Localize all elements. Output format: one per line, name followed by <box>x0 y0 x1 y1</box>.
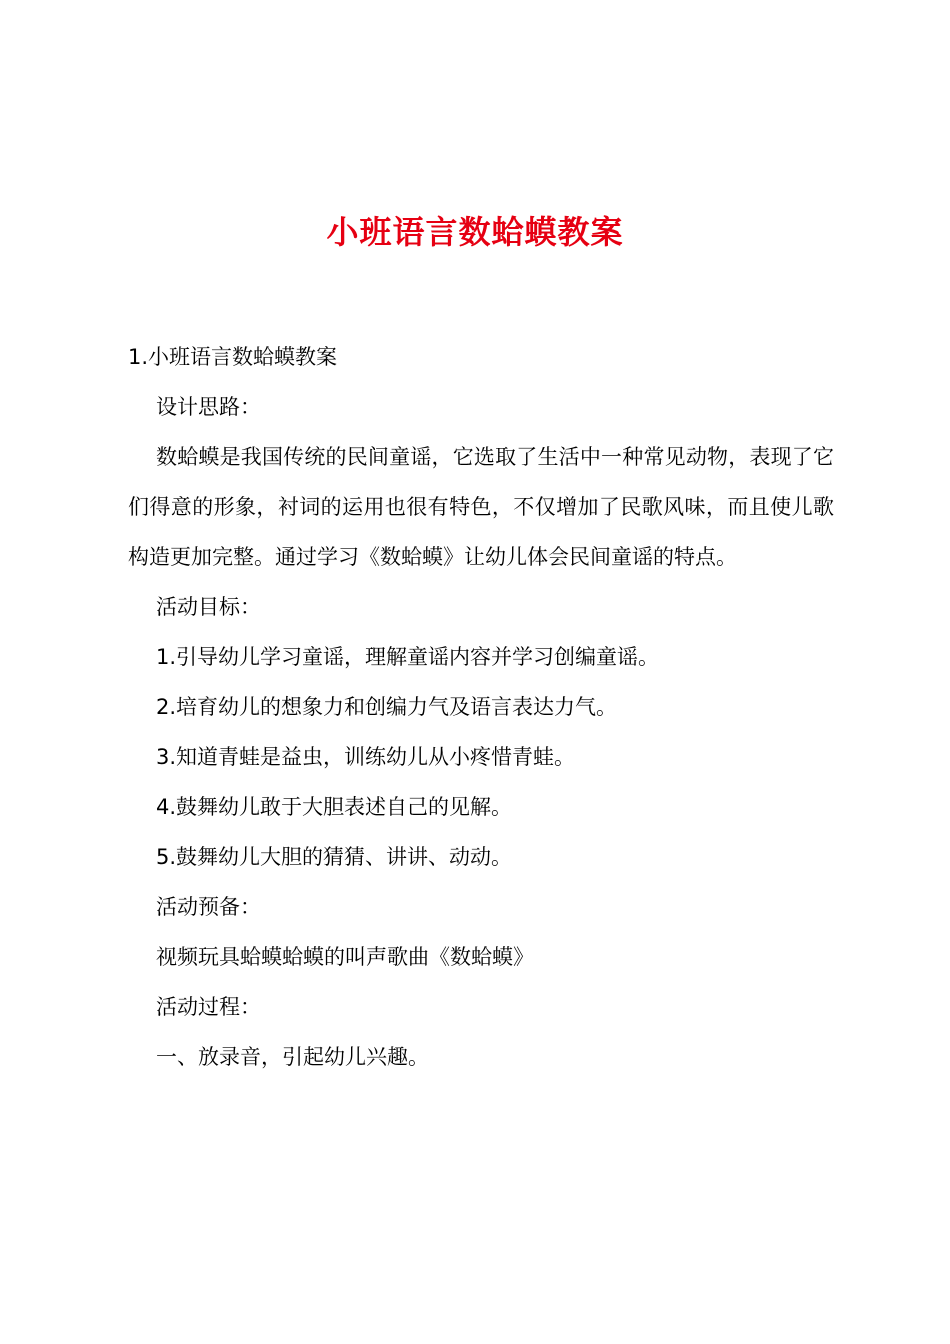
prep-text: 视频玩具蛤蟆蛤蟆的叫声歌曲《数蛤蟆》 <box>156 945 534 969</box>
prep-label: 活动预备： <box>156 895 261 919</box>
goal-item-5: 5.鼓舞幼儿大胆的猜猜、讲讲、动动。 <box>156 845 513 869</box>
section-heading: 1.小班语言数蛤蟆教案 <box>128 345 338 369</box>
goal-item-4: 4.鼓舞幼儿敢于大胆表述自己的见解。 <box>156 795 513 819</box>
goal-item-1: 1.引导幼儿学习童谣，理解童谣内容并学习创编童谣。 <box>156 645 660 669</box>
process-step-1: 一、放录音，引起幼儿兴趣。 <box>156 1045 429 1069</box>
process-label: 活动过程： <box>156 995 261 1019</box>
goal-item-2: 2.培育幼儿的想象力和创编力气及语言表达力气。 <box>156 695 618 719</box>
design-label: 设计思路： <box>156 395 261 419</box>
design-paragraph: 数蛤蟆是我国传统的民间童谣，它选取了生活中一种常见动物，表现了它们得意的形象，衬词的运用也很有特色，不仅增加了民歌风味，而且使儿歌构造更加完整。通过学习《数蛤蟆》让幼儿体会民间童谣的特点。 <box>128 445 834 569</box>
goals-label: 活动目标： <box>156 595 261 619</box>
goal-item-3: 3.知道青蛙是益虫，训练幼儿从小疼惜青蛙。 <box>156 745 576 769</box>
document-title: 小班语言数蛤蟆教案 <box>326 213 624 251</box>
document-body <box>128 332 834 1082</box>
